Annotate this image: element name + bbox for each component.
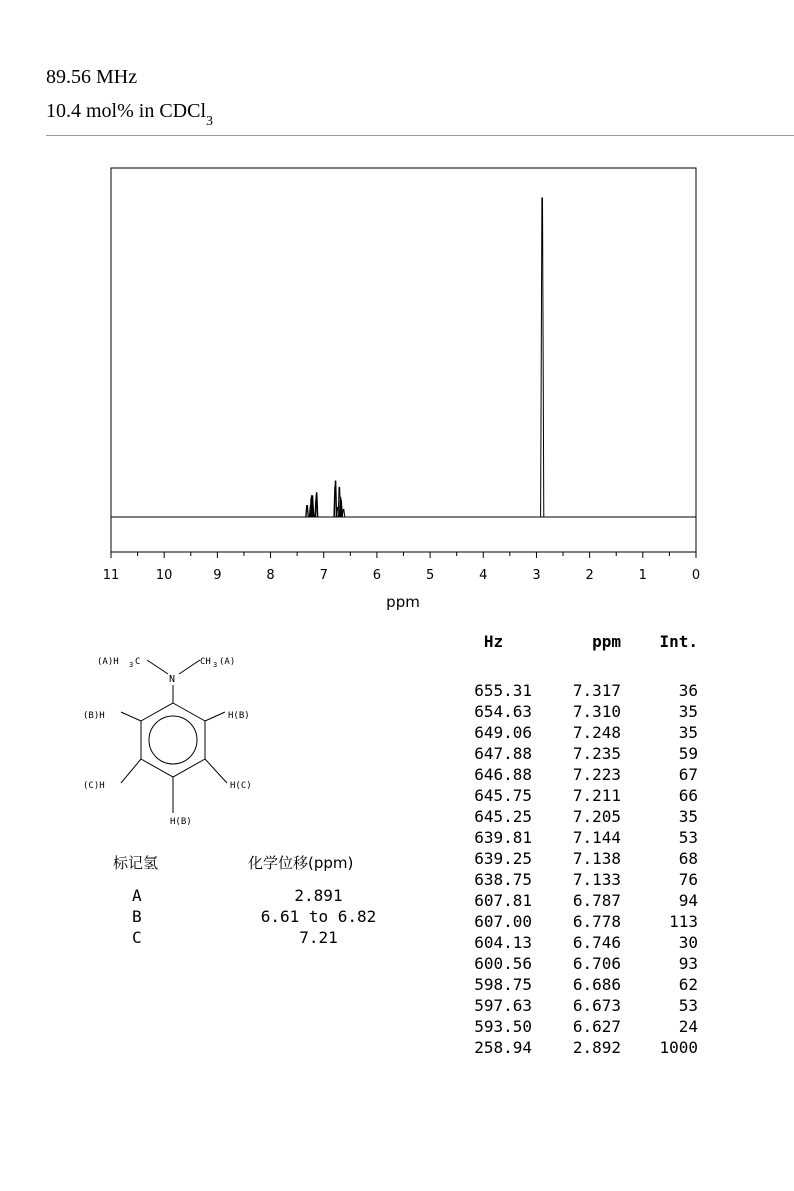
- x-tick-label: 11: [102, 568, 120, 583]
- peak-table-row: [455, 827, 698, 848]
- peak-hz-cell: 649.06: [474, 723, 532, 742]
- assignment-row: [126, 907, 406, 928]
- peak-hz-cell: 639.25: [474, 849, 532, 868]
- x-tick-label: 3: [532, 568, 541, 583]
- peak-ppm-cell: 7.223: [572, 765, 621, 784]
- peak-int-cell: 66: [678, 786, 698, 805]
- peak-hz-cell: 604.13: [474, 933, 532, 952]
- peak-hz-cell: 258.94: [474, 1038, 532, 1057]
- x-tick-label: 7: [319, 568, 328, 583]
- peak-hz-cell: 646.88: [474, 765, 532, 784]
- h-b-bottom-label: H(B): [170, 817, 192, 827]
- peak-int-cell: 36: [678, 681, 698, 700]
- h-c-right-label: H(C): [230, 781, 252, 791]
- peak-int-cell: 53: [678, 996, 698, 1015]
- peak-ppm-cell: 7.144: [572, 828, 621, 847]
- ch3-right-label: [200, 657, 235, 669]
- peak-ppm-cell: 7.205: [572, 807, 621, 826]
- assignment-row: [126, 886, 406, 907]
- peak-table-row: [455, 1037, 698, 1058]
- x-tick-label: 2: [585, 568, 594, 583]
- header-spacer: [455, 659, 698, 680]
- peak-ppm-cell: 2.892: [572, 1038, 621, 1057]
- peak-int-cell: 94: [678, 891, 698, 910]
- peak-hz-cell: 607.00: [474, 912, 532, 931]
- peak-hz-cell: 638.75: [474, 870, 532, 889]
- assignment-shift: 7.21: [299, 928, 338, 947]
- peak-table-header: [455, 632, 698, 659]
- svg-text:3: 3: [213, 661, 218, 669]
- spectrum-peaks: [306, 198, 544, 517]
- svg-text:(A)H: (A)H: [97, 657, 119, 667]
- peak-table-row: [455, 869, 698, 890]
- hz-header: Hz: [483, 632, 504, 651]
- peak-ppm-cell: 7.317: [572, 681, 621, 700]
- peak-table-row: [455, 974, 698, 995]
- peak-hz-cell: 647.88: [474, 744, 532, 763]
- peak-table-row: [455, 701, 698, 722]
- peak-table-row: [455, 953, 698, 974]
- x-tick-label: 1: [638, 568, 647, 583]
- assignment-shift-header: 化学位移(ppm): [248, 854, 354, 872]
- peak-ppm-cell: 7.133: [572, 870, 621, 889]
- ppm-header: ppm: [592, 632, 621, 651]
- peak-int-cell: 62: [678, 975, 698, 994]
- concentration-subscript: 3: [206, 114, 214, 129]
- x-tick-label: 6: [372, 568, 382, 583]
- peak-ppm-cell: 6.787: [572, 891, 621, 910]
- h-c-left-label: (C)H: [83, 781, 105, 791]
- peak-int-cell: 35: [678, 702, 698, 721]
- peak-table-row: [455, 1016, 698, 1037]
- ch3-left-label: [97, 657, 140, 669]
- peak-ppm-cell: 7.138: [572, 849, 621, 868]
- nitrogen-label: N: [169, 674, 176, 685]
- svg-text:(A): (A): [219, 657, 236, 667]
- peak-ppm-cell: 6.706: [572, 954, 621, 973]
- plot-frame: [111, 168, 696, 552]
- svg-text:C: C: [135, 657, 141, 667]
- peak-ppm-cell: 7.248: [572, 723, 621, 742]
- peak-table-row: [455, 785, 698, 806]
- peak-int-cell: 59: [678, 744, 698, 763]
- peak-table-row: [455, 743, 698, 764]
- peak-ppm-cell: 7.235: [572, 744, 621, 763]
- peak-hz-cell: 645.25: [474, 807, 532, 826]
- peak-table-row: [455, 722, 698, 743]
- x-tick-label: 5: [425, 568, 435, 583]
- spectrometer-frequency: 89.56 MHz: [46, 66, 138, 88]
- spectrum-peak: [342, 509, 344, 517]
- peak-table-row: [455, 890, 698, 911]
- bond-n-ch3-right: [179, 660, 200, 674]
- int-header: Int.: [659, 632, 698, 651]
- peak-int-cell: 76: [678, 870, 698, 889]
- peak-hz-cell: 607.81: [474, 891, 532, 910]
- x-tick-label: 8: [266, 568, 275, 583]
- peak-hz-cell: 654.63: [474, 702, 532, 721]
- peak-hz-cell: 645.75: [474, 786, 532, 805]
- concentration-text: 10.4 mol% in CDCl: [46, 100, 207, 122]
- x-tick-label: 10: [155, 568, 173, 583]
- peak-table: [455, 632, 698, 1058]
- peak-hz-cell: 600.56: [474, 954, 532, 973]
- peak-hz-cell: 598.75: [474, 975, 532, 994]
- assignment-label: C: [132, 928, 142, 947]
- bond-h-c-left: [121, 759, 141, 783]
- peak-ppm-cell: 6.627: [572, 1017, 621, 1036]
- peak-table-row: [455, 764, 698, 785]
- h-b-right-label: H(B): [228, 711, 250, 721]
- assignment-label: B: [132, 907, 142, 926]
- x-axis-tick-labels: [103, 568, 700, 583]
- peak-int-cell: 35: [678, 807, 698, 826]
- benzene-ring: [141, 703, 205, 777]
- svg-text:CH: CH: [200, 657, 211, 667]
- peak-int-cell: 67: [678, 765, 698, 784]
- peak-hz-cell: 593.50: [474, 1017, 532, 1036]
- peak-hz-cell: 597.63: [474, 996, 532, 1015]
- peak-int-cell: 68: [678, 849, 698, 868]
- peak-table-row: [455, 995, 698, 1016]
- peak-hz-cell: 639.81: [474, 828, 532, 847]
- peak-int-cell: 35: [678, 723, 698, 742]
- peak-table-row: [455, 932, 698, 953]
- peak-ppm-cell: 6.686: [572, 975, 621, 994]
- peak-ppm-cell: 7.310: [572, 702, 621, 721]
- peak-ppm-cell: 7.211: [572, 786, 621, 805]
- peak-hz-cell: 655.31: [474, 681, 532, 700]
- x-axis-ticks: [111, 552, 696, 558]
- peak-ppm-cell: 6.673: [572, 996, 621, 1015]
- peak-ppm-cell: 6.778: [572, 912, 621, 931]
- bond-h-b-left: [121, 712, 141, 721]
- spectrum-peak: [541, 198, 544, 517]
- assignment-row: [126, 928, 406, 949]
- bond-n-ch3-left: [147, 660, 168, 674]
- peak-table-row: [455, 806, 698, 827]
- peak-table-row: [455, 911, 698, 932]
- x-tick-label: 0: [691, 568, 701, 583]
- assignment-label-header: 标记氢: [113, 854, 159, 872]
- peak-int-cell: 1000: [659, 1038, 698, 1057]
- assignment-shift: 6.61 to 6.82: [260, 907, 377, 926]
- peak-table-row: [455, 680, 698, 701]
- peak-int-cell: 113: [669, 912, 698, 931]
- bond-h-b-right: [205, 712, 225, 721]
- peak-table-row: [455, 848, 698, 869]
- h-b-left-label: (B)H: [83, 711, 105, 721]
- x-tick-label: 4: [479, 568, 488, 583]
- peak-int-cell: 30: [678, 933, 698, 952]
- peak-int-cell: 53: [678, 828, 698, 847]
- peak-int-cell: 93: [678, 954, 698, 973]
- peak-table-body: [455, 680, 698, 1058]
- aromatic-circle: [149, 716, 197, 764]
- assignment-shift: 2.891: [294, 886, 343, 905]
- bond-h-c-right: [205, 759, 227, 783]
- peak-ppm-cell: 6.746: [572, 933, 621, 952]
- svg-text:3: 3: [129, 661, 134, 669]
- assignment-label: A: [132, 886, 142, 905]
- peak-int-cell: 24: [678, 1017, 698, 1036]
- x-tick-label: 9: [213, 568, 222, 583]
- x-axis-label: ppm: [386, 593, 420, 611]
- molecule-structure: [70, 645, 280, 830]
